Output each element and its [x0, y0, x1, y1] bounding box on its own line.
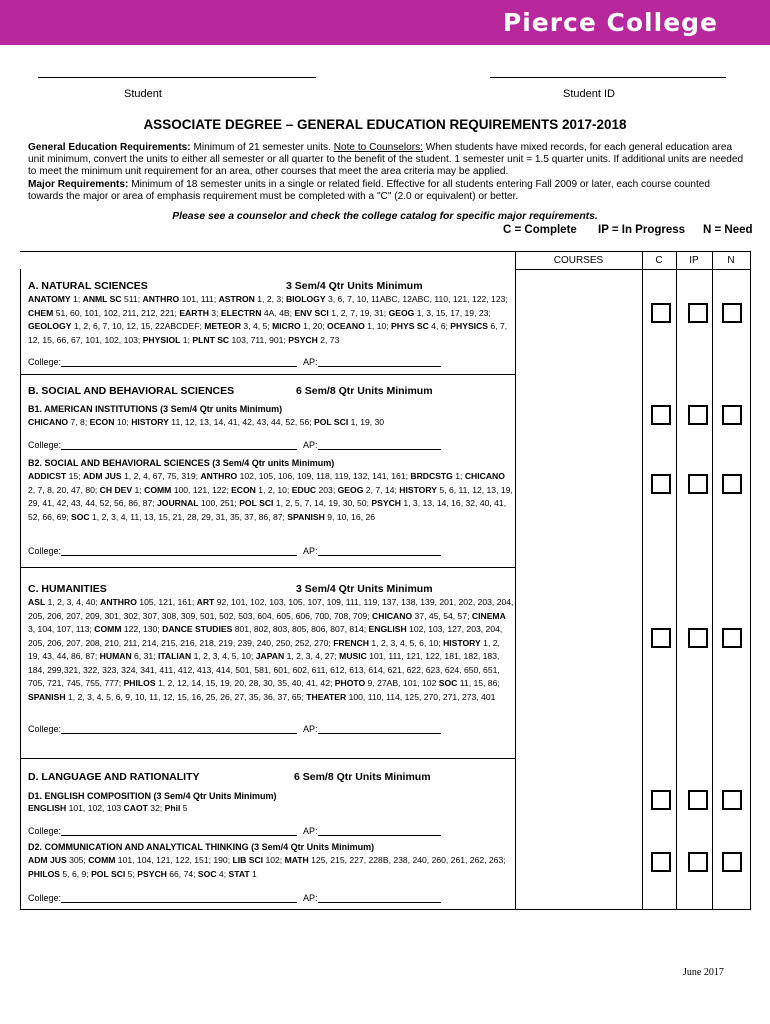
course-numbers: 4;: [216, 868, 229, 879]
section-d2-in-progress-checkbox[interactable]: [688, 852, 708, 872]
section-d1-courses: [28, 802, 514, 816]
counselor-note: Please see a counselor and check the college catalog for specific major requirements.: [172, 211, 598, 222]
course-numbers: 1, 3, 13, 14, 16, 32, 40, 41, 52, 66, 69;: [28, 498, 507, 522]
college-blank[interactable]: [61, 357, 297, 367]
ap-blank[interactable]: [318, 440, 441, 450]
course-numbers: 100, 121, 122;: [171, 484, 232, 495]
course-numbers: 125, 215, 227, 228B, 238, 240, 260, 261, 262, 263;: [308, 855, 506, 865]
courses-col-border: [515, 251, 516, 909]
intro-text: [28, 142, 748, 203]
legend-need: N = Need: [703, 224, 753, 236]
course-numbers: 203;: [316, 484, 338, 495]
course-dept: JOURNAL: [157, 498, 199, 508]
section-d-min: 6 Sem/8 Qtr Units Minimum: [294, 771, 431, 783]
course-numbers: 101, 111, 121, 122, 181, 182, 183, 184, 299,321, 322, 323, 324, 341, 411, 412, 413, 414, 501, 581, 601, 602, 611, 612, 613, 614, 621, 622, 623, 624, 650, 651, 705, 721, 745, 755, 777;: [28, 651, 500, 688]
page-title: ASSOCIATE DEGREE – GENERAL EDUCATION REQUIREMENTS 2017-2018: [143, 117, 627, 132]
revision-date: June 2017: [683, 967, 724, 978]
section-a-in-progress-checkbox[interactable]: [688, 303, 708, 323]
ge-text-2: When students have mixed records, for each general education area unit minimum, convert the units to either all semester or all quarter to the benefit of the student. 1 semester unit = 1.5 quarter units. If additional units are needed to meet the minimum unit requirement for an area, other courses that meet the area criteria may be applied.: [28, 142, 744, 178]
course-dept: ASTRON: [218, 294, 255, 304]
course-dept: LIB SCI: [232, 855, 264, 865]
college-label: College:: [28, 893, 62, 903]
course-dept: ASL: [28, 597, 46, 607]
course-dept: ANTHRO: [200, 471, 238, 481]
course-dept: CHICANO: [372, 610, 413, 621]
course-dept: MATH: [284, 855, 309, 865]
course-numbers: 1, 2, 7, 19, 31;: [328, 307, 389, 318]
course-dept: POL SCI: [314, 417, 349, 427]
section-b2-college-field[interactable]: [28, 546, 441, 556]
section-d1-title: D1. ENGLISH COMPOSITION (3 Sem/4 Qtr Units Minimum): [28, 791, 277, 801]
college-label: College:: [28, 546, 62, 556]
course-numbers: 101, 104, 121, 122, 151; 190;: [115, 855, 233, 865]
course-dept: MUSIC: [339, 651, 367, 661]
course-dept: OCEANO: [327, 321, 365, 331]
course-dept: Phil: [164, 803, 181, 813]
course-numbers: 1, 2, 6, 7, 10, 12, 15, 22ABCDEF;: [71, 321, 205, 331]
col-ip: IP: [689, 255, 699, 266]
course-numbers: 2, 73: [317, 334, 340, 345]
course-dept: HUMAN: [99, 651, 132, 661]
course-dept: ELECTRN: [220, 307, 262, 318]
course-dept: POL SCI: [239, 498, 274, 508]
course-numbers: 1;: [180, 334, 193, 345]
header-row-border: [515, 269, 751, 270]
course-dept: CAOT: [123, 803, 148, 813]
course-numbers: 51, 60, 101, 102, 211, 212, 221;: [53, 307, 180, 318]
college-label: College:: [28, 440, 62, 450]
section-c-title: C. HUMANITIES: [28, 583, 107, 595]
header-banner: [0, 0, 770, 45]
col-courses: COURSES: [553, 255, 604, 266]
section-c-need-checkbox[interactable]: [722, 628, 742, 648]
legend-complete: C = Complete: [503, 224, 577, 236]
course-numbers: 102, 103, 127, 203, 204, 205, 206, 207, 208, 210, 211, 214, 215, 216, 218, 219, 239, 240, 250, 252, 270;: [28, 624, 503, 648]
course-numbers: 801, 802, 803, 805, 806, 807, 814;: [232, 624, 369, 634]
section-b2-need-checkbox[interactable]: [722, 474, 742, 494]
course-numbers: 101, 111;: [179, 294, 219, 304]
course-numbers: 15;: [66, 471, 83, 481]
course-numbers: 3;: [208, 307, 221, 318]
section-b1-need-checkbox[interactable]: [722, 405, 742, 425]
section-d1-need-checkbox[interactable]: [722, 790, 742, 810]
course-numbers: 2, 7, 14;: [363, 484, 400, 495]
table-bottom-border: [20, 909, 751, 910]
course-dept: ADM JUS: [82, 471, 122, 481]
section-d2-need-checkbox[interactable]: [722, 852, 742, 872]
section-a-min: 3 Sem/4 Qtr Units Minimum: [286, 280, 423, 292]
course-numbers: 103, 711, 901;: [229, 334, 289, 345]
course-numbers: 1, 19, 30: [348, 417, 385, 427]
college-label: College:: [28, 724, 62, 734]
course-dept: SPANISH: [28, 691, 66, 702]
section-b1-college-field[interactable]: [28, 440, 441, 450]
course-dept: POL SCI: [91, 868, 126, 879]
course-dept: CH DEV: [99, 484, 133, 495]
course-dept: THEATER: [306, 691, 347, 702]
course-numbers: 1, 2, 4, 67, 75, 319;: [121, 471, 201, 481]
course-dept: BRDCSTG: [410, 471, 453, 481]
college-blank[interactable]: [61, 546, 297, 556]
course-dept: ADM JUS: [28, 855, 67, 865]
course-dept: PLNT SC: [192, 334, 230, 345]
course-numbers: 122, 130;: [121, 624, 163, 634]
course-dept: PHYS SC: [391, 321, 429, 331]
pierce-college-logo: Pierce College: [502, 8, 718, 37]
course-numbers: 305;: [66, 855, 89, 865]
major-text: Minimum of 18 semester units in a single or related field. Effective for all students entering Fall 2009 or later, each course counted towards the major or area of emphasis requirement must be completed with a "C" (2.0 or equivalent) or better.: [28, 178, 711, 202]
course-numbers: 1;: [452, 471, 465, 481]
course-numbers: 3, 104, 107, 113;: [28, 624, 95, 634]
ge-text: Minimum of 21 semester units.: [190, 142, 334, 153]
course-dept: METEOR: [204, 321, 242, 331]
course-numbers: 10;: [114, 417, 132, 427]
ap-blank[interactable]: [318, 724, 441, 734]
course-dept: CHICANO: [464, 471, 505, 481]
college-blank[interactable]: [61, 440, 297, 450]
course-dept: SOC: [71, 511, 90, 522]
section-divider: [20, 567, 515, 568]
section-d2-complete-checkbox[interactable]: [651, 852, 671, 872]
course-numbers: 102;: [263, 855, 285, 865]
section-b2-complete-checkbox[interactable]: [651, 474, 671, 494]
course-dept: COMM: [94, 624, 122, 634]
course-numbers: 32;: [147, 803, 165, 813]
course-numbers: 6, 31;: [131, 651, 158, 661]
table-left-border: [20, 269, 21, 909]
major-heading: Major Requirements:: [28, 178, 129, 190]
college-blank[interactable]: [61, 826, 297, 836]
course-numbers: 101, 102, 103: [66, 803, 124, 813]
course-numbers: 7, 8;: [68, 417, 90, 427]
section-d2-college-field[interactable]: [28, 893, 441, 903]
section-b1-in-progress-checkbox[interactable]: [688, 405, 708, 425]
course-dept: HISTORY: [443, 637, 481, 648]
course-numbers: 5, 6, 9;: [60, 868, 92, 879]
course-dept: CINEMA: [471, 610, 506, 621]
course-numbers: 1, 2, 5, 7, 14, 19, 30, 50;: [273, 498, 372, 508]
course-numbers: 2, 7, 8, 20, 47, 80;: [28, 484, 100, 495]
course-numbers: 1, 2, 10;: [255, 484, 292, 495]
ap-blank[interactable]: [318, 893, 441, 903]
course-numbers: 1, 2, 3, 4, 27;: [284, 651, 340, 661]
course-dept: SPANISH: [287, 511, 325, 522]
course-dept: PHOTO: [334, 678, 366, 688]
course-dept: ENGLISH: [368, 624, 407, 634]
note-to-counselors: Note to Counselors:: [333, 142, 423, 153]
course-numbers: 6, 7, 12, 15, 66, 67, 101, 102, 103;: [28, 321, 508, 345]
ap-label: AP:: [303, 724, 318, 734]
c-col-border: [642, 251, 643, 909]
course-dept: GEOLOGY: [28, 321, 72, 331]
course-dept: ENV SCI: [294, 307, 329, 318]
section-a-courses: [28, 293, 514, 347]
ge-heading: General Education Requirements:: [28, 142, 191, 153]
course-dept: FRENCH: [333, 637, 369, 648]
course-numbers: 1;: [70, 294, 83, 304]
college-blank[interactable]: [61, 893, 297, 903]
student-signature-line[interactable]: [38, 77, 316, 78]
course-numbers: 1, 3, 15, 17, 19, 23;: [414, 307, 491, 318]
table-right-border: [750, 251, 751, 909]
legend-in-progress: IP = In Progress: [598, 224, 686, 236]
course-dept: ART: [196, 597, 215, 607]
course-dept: ECON: [89, 417, 115, 427]
course-dept: PSYCH: [371, 498, 401, 508]
ip-col-border: [676, 251, 677, 909]
section-b2-courses: [28, 470, 514, 524]
course-dept: GEOG: [337, 484, 364, 495]
course-numbers: 9, 10, 16, 26: [324, 511, 376, 522]
course-dept: ITALIAN: [157, 651, 192, 661]
section-b1-courses: [28, 416, 514, 430]
n-col-border: [712, 251, 713, 909]
course-dept: COMM: [144, 484, 172, 495]
student-label: Student: [124, 88, 162, 100]
section-a-college-field[interactable]: [28, 357, 441, 367]
course-dept: ANTHRO: [100, 597, 137, 607]
course-numbers: 11, 15, 86;: [457, 678, 500, 688]
course-dept: ANML SC: [82, 294, 122, 304]
course-dept: ECON: [231, 484, 256, 495]
college-label: College:: [28, 357, 62, 367]
section-d2-courses: [28, 854, 514, 881]
course-numbers: 37, 45, 54, 57;: [412, 610, 472, 621]
section-divider: [20, 374, 515, 375]
course-numbers: 1, 2, 3, 4, 11, 13, 15, 21, 28, 29, 31, 35, 37, 86, 87;: [89, 511, 288, 522]
course-dept: GEOG: [388, 307, 415, 318]
course-numbers: 5: [180, 803, 188, 813]
course-dept: PSYCH: [288, 334, 318, 345]
course-numbers: 1, 2, 3, 4, 5, 10;: [191, 651, 256, 661]
course-dept: PHYSIOL: [142, 334, 181, 345]
course-numbers: 1, 20;: [300, 321, 328, 331]
course-dept: HISTORY: [131, 417, 169, 427]
section-d1-college-field[interactable]: [28, 826, 441, 836]
course-numbers: 1, 2, 3;: [254, 294, 286, 304]
ap-blank[interactable]: [318, 826, 441, 836]
course-numbers: 511;: [121, 294, 143, 304]
section-d1-in-progress-checkbox[interactable]: [688, 790, 708, 810]
section-b2-title: B2. SOCIAL AND BEHAVIORAL SCIENCES (3 Sem/4 Qtr units Minimum): [28, 458, 335, 468]
ap-label: AP:: [303, 546, 318, 556]
section-a-complete-checkbox[interactable]: [651, 303, 671, 323]
student-id-label: Student ID: [563, 88, 615, 100]
course-dept: EARTH: [179, 307, 209, 318]
section-a-title: A. NATURAL SCIENCES: [28, 280, 148, 292]
course-dept: EDUC: [291, 484, 317, 495]
section-b-min: 6 Sem/8 Qtr Units Minimum: [296, 385, 433, 397]
course-numbers: 4, 6;: [428, 321, 451, 331]
section-b-title: B. SOCIAL AND BEHAVIORAL SCIENCES: [28, 385, 235, 397]
course-numbers: 1: [249, 868, 257, 879]
course-dept: DANCE STUDIES: [162, 624, 233, 634]
section-c-min: 3 Sem/4 Qtr Units Minimum: [296, 583, 433, 595]
course-numbers: 5;: [125, 868, 138, 879]
course-numbers: 1, 2, 3, 4, 5, 6, 10;: [369, 637, 444, 648]
course-dept: PHYSICS: [450, 321, 489, 331]
course-numbers: 1, 2, 3, 4, 5, 6, 9, 10, 11, 12, 15, 16, 25, 26, 27, 35, 36, 37, 65;: [65, 691, 307, 702]
course-numbers: 5, 6, 11, 12, 13, 19, 29, 41, 42, 43, 44, 52, 56, 86, 87;: [28, 484, 513, 508]
course-numbers: 3, 6, 7, 10, 11ABC, 12ABC, 110, 121, 122, 123;: [325, 294, 508, 304]
col-c: C: [655, 255, 663, 266]
course-dept: CHEM: [28, 307, 54, 318]
course-numbers: 1, 2, 19, 43, 44, 86, 87;: [28, 637, 500, 661]
section-c-courses: [28, 596, 514, 704]
course-numbers: 4A, 4B;: [261, 307, 295, 318]
course-dept: SOC: [197, 868, 217, 879]
course-dept: ANATOMY: [28, 294, 71, 304]
college-label: College:: [28, 826, 62, 836]
course-numbers: 100, 110, 114, 125, 270, 271, 273, 401: [346, 691, 496, 702]
section-c-college-field[interactable]: [28, 724, 441, 734]
section-d2-title: D2. COMMUNICATION AND ANALYTICAL THINKING (3 Sem/4 Qtr Units Minimum): [28, 842, 375, 852]
section-c-in-progress-checkbox[interactable]: [688, 628, 708, 648]
col-n: N: [727, 255, 735, 266]
section-d-title: D. LANGUAGE AND RATIONALITY: [28, 771, 200, 783]
ap-blank[interactable]: [318, 546, 441, 556]
ap-label: AP:: [303, 357, 318, 367]
course-dept: ANTHRO: [142, 294, 180, 304]
course-dept: HISTORY: [399, 484, 437, 495]
section-b1-complete-checkbox[interactable]: [651, 405, 671, 425]
ap-label: AP:: [303, 893, 318, 903]
course-numbers: 1, 2, 3, 4, 40;: [45, 597, 101, 607]
section-b1-title: B1. AMERICAN INSTITUTIONS (3 Sem/4 Qtr units Minimum): [28, 404, 283, 414]
course-numbers: 1;: [132, 484, 145, 495]
course-numbers: 105, 121, 161;: [136, 597, 197, 607]
course-dept: JAPAN: [255, 651, 285, 661]
section-a-need-checkbox[interactable]: [722, 303, 742, 323]
course-numbers: 100, 251;: [198, 498, 240, 508]
course-dept: PHILOS: [123, 678, 156, 688]
course-dept: ENGLISH: [28, 803, 67, 813]
course-dept: PSYCH: [137, 868, 167, 879]
section-d1-complete-checkbox[interactable]: [651, 790, 671, 810]
section-divider: [20, 758, 515, 759]
section-b2-in-progress-checkbox[interactable]: [688, 474, 708, 494]
section-c-complete-checkbox[interactable]: [651, 628, 671, 648]
ap-label: AP:: [303, 440, 318, 450]
course-numbers: 92, 101, 102, 103, 105, 107, 109, 111, 119, 137, 138, 139, 201, 202, 203, 204, 205, 206, 207, 209, 301, 302, 307, 308, 309, 501, 502, 503, 604, 605, 606, 700, 708, 709;: [28, 597, 514, 621]
course-dept: ADDICST: [28, 471, 67, 481]
course-dept: BIOLOGY: [285, 294, 326, 304]
ap-blank[interactable]: [318, 357, 441, 367]
course-numbers: 3, 4, 5;: [241, 321, 273, 331]
course-numbers: 66, 74;: [166, 868, 198, 879]
course-numbers: 102, 105, 106, 109, 118, 119, 132, 141, 161;: [237, 471, 411, 481]
student-id-line[interactable]: [490, 77, 726, 78]
course-dept: MICRO: [272, 321, 301, 331]
course-dept: SOC: [438, 678, 458, 688]
ap-label: AP:: [303, 826, 318, 836]
course-numbers: 9, 27AB, 101, 102: [365, 678, 439, 688]
course-numbers: 11, 12, 13, 14, 41, 42, 43, 44, 52, 56;: [168, 417, 315, 427]
course-dept: CHICANO: [28, 417, 69, 427]
college-blank[interactable]: [61, 724, 297, 734]
course-numbers: 1, 10;: [364, 321, 392, 331]
course-numbers: 1, 2, 12, 14, 15, 19, 20, 28, 30, 35, 40, 41, 42;: [155, 678, 335, 688]
course-dept: STAT: [228, 868, 250, 879]
course-dept: PHILOS: [28, 868, 60, 879]
course-dept: COMM: [88, 855, 116, 865]
